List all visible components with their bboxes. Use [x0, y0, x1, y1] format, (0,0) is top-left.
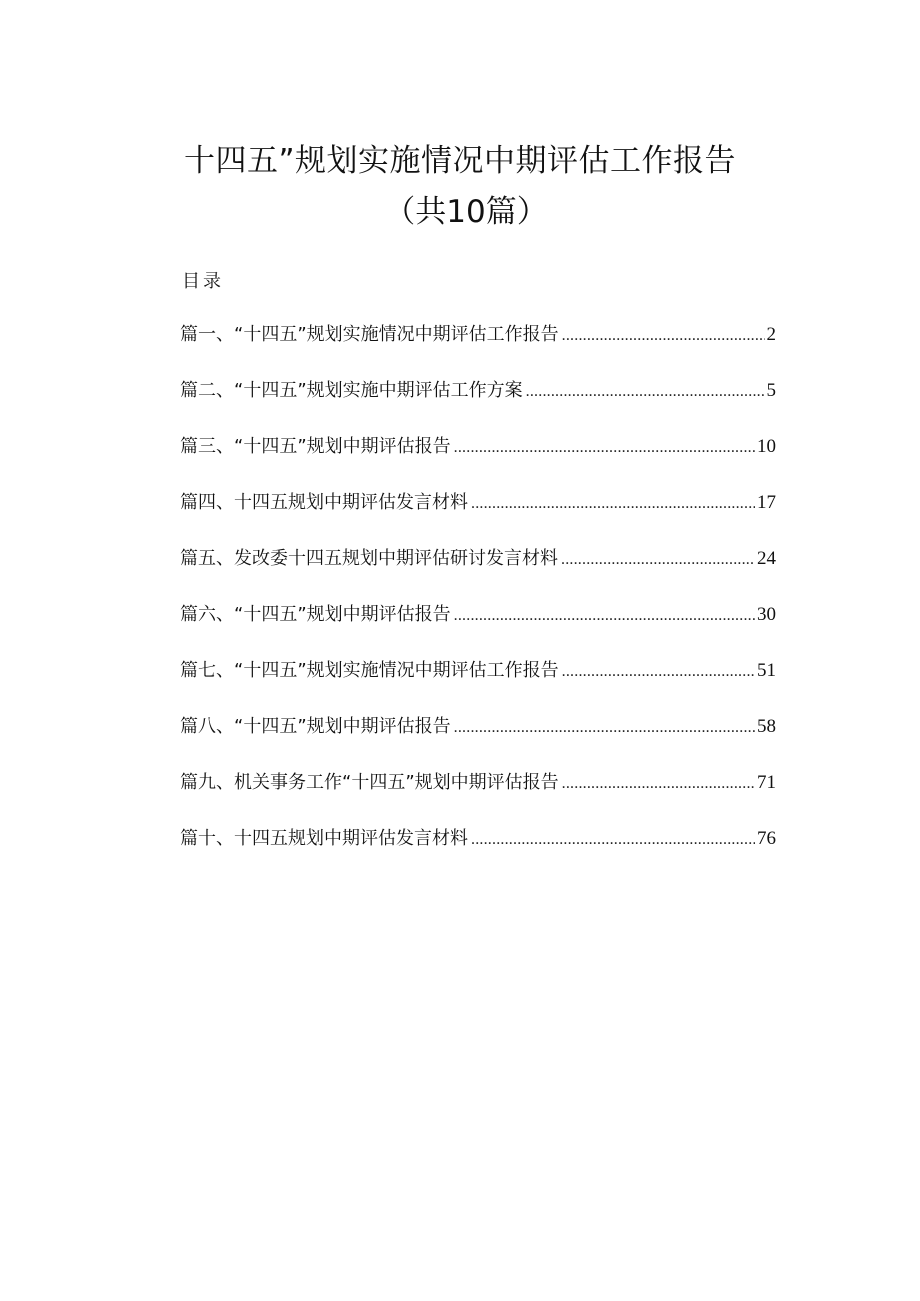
- toc-entry-label: 篇一、“十四五”规划实施情况中期评估工作报告: [180, 324, 559, 345]
- toc-page-number: 17: [757, 492, 776, 513]
- toc-leader-dots: [471, 824, 755, 856]
- toc-entry-9[interactable]: [180, 767, 776, 823]
- toc-entry-label: 篇四、十四五规划中期评估发言材料: [180, 492, 468, 513]
- toc-entry-label: 篇八、“十四五”规划中期评估报告: [180, 716, 451, 737]
- document-title: 十四五”规划实施情况中期评估工作报告: [183, 143, 737, 179]
- toc-entry-3[interactable]: [180, 431, 776, 487]
- toc-entry-label: 篇六、“十四五”规划中期评估报告: [180, 604, 451, 625]
- toc-leader-dots: [562, 320, 765, 352]
- toc-page-number: 76: [757, 828, 776, 849]
- toc-page-number: 30: [757, 604, 776, 625]
- toc-entry-1[interactable]: [180, 319, 776, 375]
- document-subtitle: （共10篇）: [384, 194, 548, 230]
- toc-page-number: 71: [757, 772, 776, 793]
- toc-leader-dots: [454, 432, 755, 464]
- toc-entry-4[interactable]: [180, 487, 776, 543]
- toc-entry-label: 篇七、“十四五”规划实施情况中期评估工作报告: [180, 660, 559, 681]
- toc-entry-6[interactable]: [180, 599, 776, 655]
- toc-entry-7[interactable]: [180, 655, 776, 711]
- toc-entry-label: 篇三、“十四五”规划中期评估报告: [180, 436, 451, 457]
- toc-page-number: 10: [757, 436, 776, 457]
- toc-page-number: 51: [757, 660, 776, 681]
- toc-page-number: 24: [757, 548, 776, 569]
- toc-entry-label: 篇九、机关事务工作“十四五”规划中期评估报告: [180, 772, 559, 793]
- toc-entry-5[interactable]: [180, 543, 776, 599]
- toc-leader-dots: [561, 544, 755, 576]
- toc-entry-label: 篇五、发改委十四五规划中期评估研讨发言材料: [180, 548, 558, 569]
- table-of-contents: [180, 319, 776, 879]
- toc-leader-dots: [454, 600, 755, 632]
- toc-leader-dots: [454, 712, 755, 744]
- toc-page-number: 5: [766, 380, 776, 401]
- toc-page-number: 58: [757, 716, 776, 737]
- toc-entry-label: 篇十、十四五规划中期评估发言材料: [180, 828, 468, 849]
- toc-leader-dots: [471, 488, 755, 520]
- toc-entry-10[interactable]: [180, 823, 776, 879]
- toc-entry-label: 篇二、“十四五”规划实施中期评估工作方案: [180, 380, 523, 401]
- toc-entry-8[interactable]: [180, 711, 776, 767]
- toc-leader-dots: [526, 376, 765, 408]
- toc-leader-dots: [562, 768, 755, 800]
- toc-page-number: 2: [766, 324, 776, 345]
- toc-heading: 目录: [182, 271, 224, 292]
- toc-leader-dots: [562, 656, 755, 688]
- toc-entry-2[interactable]: [180, 375, 776, 431]
